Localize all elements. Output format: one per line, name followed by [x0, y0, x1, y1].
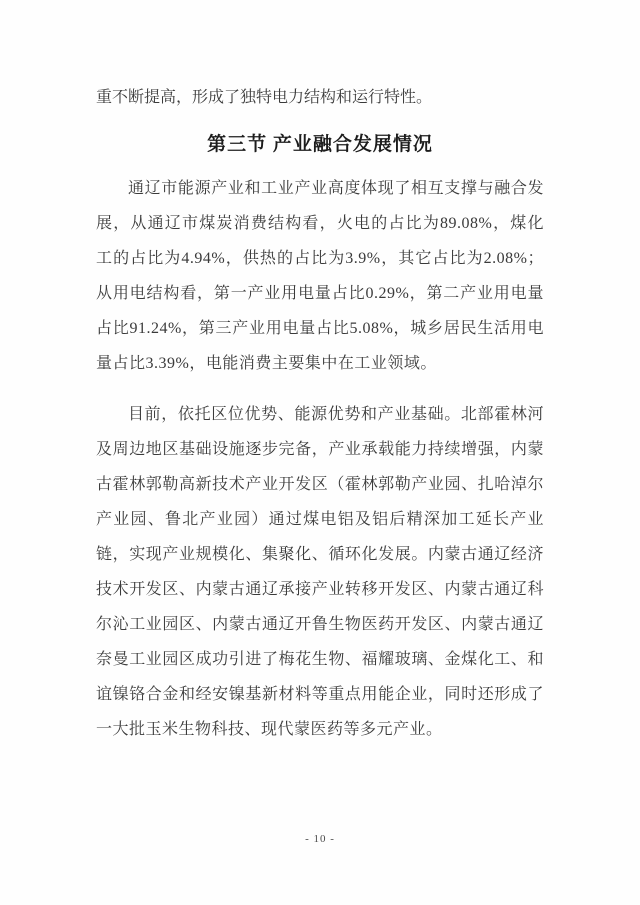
body-paragraph-1: 通辽市能源产业和工业产业高度体现了相互支撑与融合发展，从通辽市煤炭消费结构看，火电的占比为89.08%，煤化工的占比为4.94%，供热的占比为3.9%，其它占比为2.08%；从用电结构看，第一产业用电量占比0.29%，第二产业用电量占比91.24%，第三产业用电量占比5.08%，城乡居民生活用电量占比3.39%，电能消费主要集中在工业领域。	[96, 180, 544, 372]
page-number: - 10 -	[305, 833, 335, 845]
document-body	[96, 80, 544, 763]
section-heading: 第三节 产业融合发展情况	[207, 134, 433, 155]
body-paragraph-2: 目前，依托区位优势、能源优势和产业基础。北部霍林河及周边地区基础设施逐步完备，产业承载能力持续增强，内蒙古霍林郭勒高新技术产业开发区（霍林郭勒产业园、扎哈淖尔产业园、鲁北产业园）通过煤电铝及铝后精深加工延长产业链，实现产业规模化、集聚化、循环化发展。内蒙古通辽经济技术开发区、内蒙古通辽承接产业转移开发区、内蒙古通辽科尔沁工业园区、内蒙古通辽开鲁生物医药开发区、内蒙古通辽奈曼工业园区成功引进了梅花生物、福耀玻璃、金煤化工、和谊镍铬合金和经安镍基新材料等重点用能企业，同时还形成了一大批玉米生物科技、现代蒙医药等多元产业。	[96, 406, 544, 738]
paragraph-continuation-line: 重不断提高，形成了独特电力结构和运行特性。	[96, 89, 433, 106]
